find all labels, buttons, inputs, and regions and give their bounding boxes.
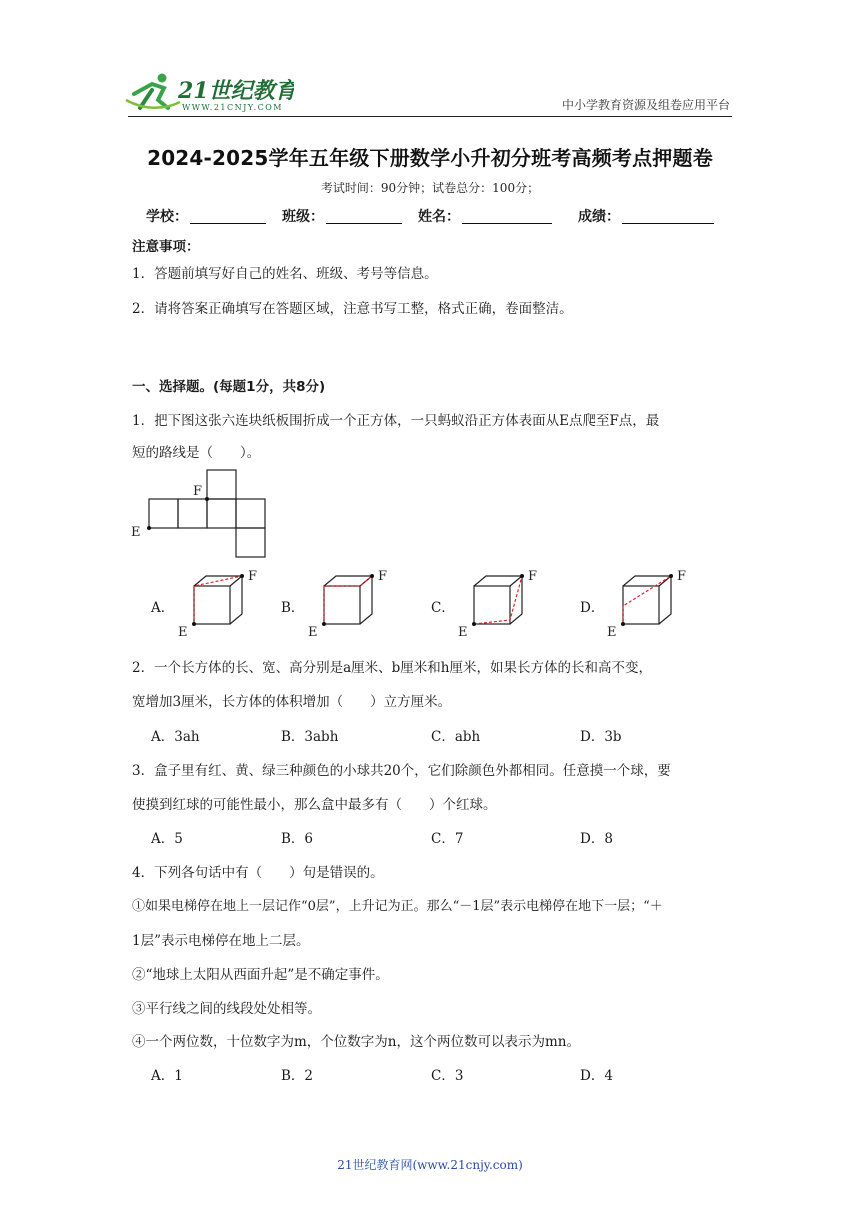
q1-option-d-cube[interactable]	[605, 566, 695, 638]
field-name: 姓名：	[418, 206, 552, 226]
note-item: 2．请将答案正确填写在答题区域，注意书写工整，格式正确，卷面整洁。	[132, 301, 573, 317]
option-e-label: E	[178, 625, 188, 638]
field-class: 班级：	[282, 206, 402, 226]
q3-option-b[interactable]: B．6	[281, 831, 314, 847]
score-blank[interactable]	[622, 207, 714, 224]
q1-text-line: 短的路线是（ ）。	[132, 445, 261, 461]
q2-option-b[interactable]: B．3abh	[281, 729, 339, 745]
header-divider	[128, 116, 732, 117]
q4-statement-4: ④一个两位数，十位数字为m，个位数字为n，这个两位数可以表示为mn。	[132, 1034, 580, 1050]
q3-option-a[interactable]: A．5	[151, 831, 183, 847]
q4-statement-1-cont: 1层”表示电梯停在地上二层。	[132, 933, 310, 949]
q4-option-a[interactable]: A．1	[151, 1068, 183, 1084]
q3-text-line: 使摸到红球的可能性最小，那么盒中最多有（ ）个红球。	[132, 797, 497, 813]
student-info-row	[146, 206, 746, 228]
q1-option-b-label[interactable]: B．	[281, 600, 305, 616]
q4-text-line: 4．下列各句话中有（ ）句是错误的。	[132, 865, 384, 881]
q3-option-c[interactable]: C．7	[431, 831, 464, 847]
runner-icon	[126, 74, 180, 109]
option-e-label: E	[458, 625, 468, 638]
option-f-label: F	[248, 569, 258, 584]
name-blank[interactable]	[462, 207, 552, 224]
logo-url: WWW.21CNJY.COM	[182, 103, 283, 112]
section-heading: 一、选择题。(每题1分，共8分)	[132, 379, 326, 395]
q4-statement-1: ①如果电梯停在地上一层记作“0层”，上升记为正。那么“－1层”表示电梯停在地下一层；“＋	[132, 899, 663, 914]
option-f-label: F	[378, 569, 388, 584]
exam-meta: 考试时间：90分钟；试卷总分：100分；	[320, 181, 540, 195]
q1-option-a-cube[interactable]	[176, 566, 266, 638]
net-label-f: F	[193, 484, 203, 499]
q3-option-d[interactable]: D．8	[580, 831, 613, 847]
q2-option-c[interactable]: C．abh	[431, 729, 481, 745]
footer-link[interactable]: 21世纪教育网(www.21cnjy.com)	[337, 1158, 523, 1172]
q1-option-b-cube[interactable]	[306, 566, 396, 638]
field-school: 学校：	[146, 206, 266, 226]
q1-option-d-label[interactable]: D．	[580, 600, 605, 616]
q1-option-a-label[interactable]: A．	[151, 600, 175, 616]
class-blank[interactable]	[326, 207, 402, 224]
exam-title: 2024-2025学年五年级下册数学小升初分班考高频考点押题卷	[147, 146, 713, 170]
field-score: 成绩：	[578, 206, 714, 226]
cube-net-figure	[128, 466, 278, 560]
q1-option-c-label[interactable]: C．	[431, 600, 455, 616]
net-label-e: E	[131, 525, 141, 540]
q4-option-d[interactable]: D．4	[580, 1068, 613, 1084]
school-blank[interactable]	[190, 207, 266, 224]
q1-option-c-cube[interactable]	[456, 566, 546, 638]
q4-option-c[interactable]: C．3	[431, 1068, 464, 1084]
notes-heading: 注意事项：	[132, 239, 200, 255]
q4-option-b[interactable]: B．2	[281, 1068, 314, 1084]
q4-statement-2: ②“地球上太阳从西面升起”是不确定事件。	[132, 967, 389, 983]
logo	[124, 70, 294, 114]
q2-text-line: 宽增加3厘米，长方体的体积增加（ ）立方厘米。	[132, 694, 452, 710]
logo-text: 21世纪教育	[178, 78, 294, 104]
option-e-label: E	[607, 625, 617, 638]
q2-option-a[interactable]: A．3ah	[151, 729, 200, 745]
option-f-label: F	[677, 569, 687, 584]
q2-text-line: 2．一个长方体的长、宽、高分别是a厘米、b厘米和h厘米，如果长方体的长和高不变，	[132, 660, 652, 676]
note-item: 1．答题前填写好自己的姓名、班级、考号等信息。	[132, 266, 438, 282]
q3-text-line: 3．盒子里有红、黄、绿三种颜色的小球共20个，它们除颜色外都相同。任意摸一个球，要	[132, 763, 671, 779]
option-f-label: F	[528, 569, 538, 584]
q4-statement-3: ③平行线之间的线段处处相等。	[132, 1001, 321, 1017]
platform-label: 中小学教育资源及组卷应用平台	[561, 98, 730, 112]
q2-option-d[interactable]: D．3b	[580, 729, 622, 745]
q1-text-line: 1．把下图这张六连块纸板围折成一个正方体，一只蚂蚁沿正方体表面从E点爬至F点，最	[132, 413, 660, 429]
option-e-label: E	[308, 625, 318, 638]
